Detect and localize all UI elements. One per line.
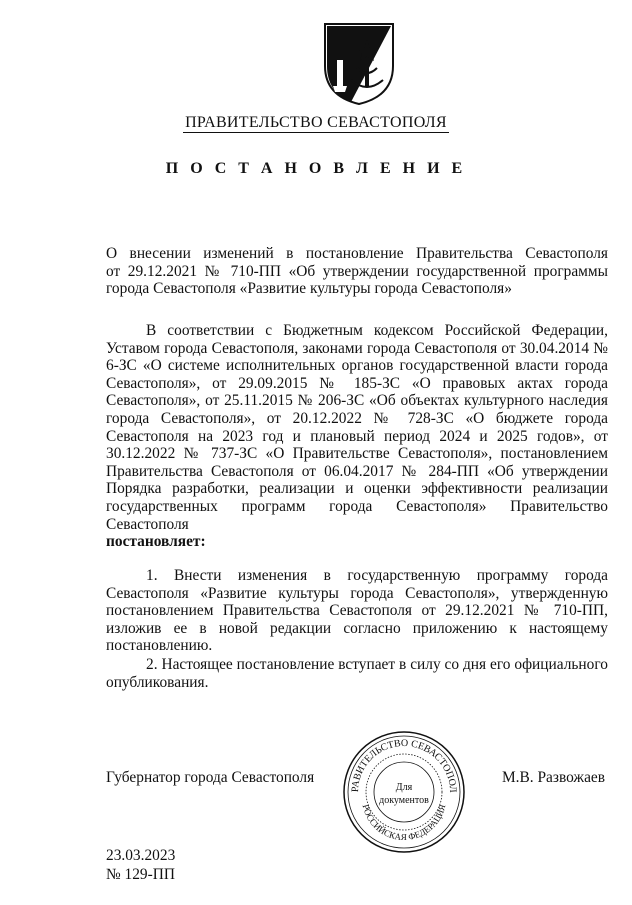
subject-line: О внесении изменений в постановление Правительства Севастополя [106,245,608,262]
document-number: № 129-ПП [106,866,175,883]
document-subject [106,245,608,298]
preamble-paragraph [106,322,608,551]
seal-center-line-2: документов [379,795,429,806]
document-date-number [106,846,175,884]
item-2: 2. Настоящее постановление вступает в силу со дня его официального опубликования. [106,656,608,691]
preamble-text: В соответствии с Бюджетным кодексом Российской Федерации, Уставом города Севастополя, законами города Севастополя от 30.04.2014 № 6-ЗС «О системе исполнительных органов государственной власти города Севастополя», от 29.09.2015 № 185-ЗС «О правовых актах города Севастополя», от 25.11.2015 № 206-ЗС «Об объектах культурного наследия города Севастополя», от 20.12.2022 № 728-ЗС «О бюджете города Севастополя на 2023 год и плановый период 2024 и 2025 годов», от 30.12.2022 № 737-ЗС «О Правительстве Севастополя», постановлением Правительства Севастополя от 06.04.2017 № 284-ПП «Об утверждении Порядка разработки, реализации и оценки эффективности реализации государственных программ города Севастополя» Правительство Севастополя [106,322,608,533]
signatory-position: Губернатор города Севастополя [106,769,315,786]
resolution-item [106,567,608,655]
resolution-item [106,656,608,691]
document-date: 23.03.2023 [106,847,176,864]
sevastopol-coat-of-arms-icon [321,20,397,106]
seal-bottom-text: РОССИЙСКАЯ ФЕДЕРАЦИЯ [360,803,448,843]
government-name: ПРАВИТЕЛЬСТВО СЕВАСТОПОЛЯ [185,114,447,131]
item-1: 1. Внести изменения в государственную программу города Севастополя «Развитие культуры города Севастополя», утвержденную постановлением Правительства Севастополя от 29.12.2021 № 710-ПП, изложив ее в новой редакции согласно приложению к настоящему постановлению. [106,567,608,655]
subject-line: города Севастополя «Развитие культуры города Севастополя» [106,280,512,298]
signatory-name: М.В. Развожаев [502,769,605,786]
resolves-word: постановляет: [106,533,206,551]
official-seal [340,728,468,856]
document-type-title: П О С Т А Н О В Л Е Н И Е [165,160,467,177]
seal-outer-text: РАВИТЕЛЬСТВО СЕВАСТОПОЛ [349,737,459,793]
seal-center-line-1: Для [395,782,413,793]
subject-line: от 29.12.2021 № 710-ПП «Об утверждении государственной программы [106,262,608,280]
